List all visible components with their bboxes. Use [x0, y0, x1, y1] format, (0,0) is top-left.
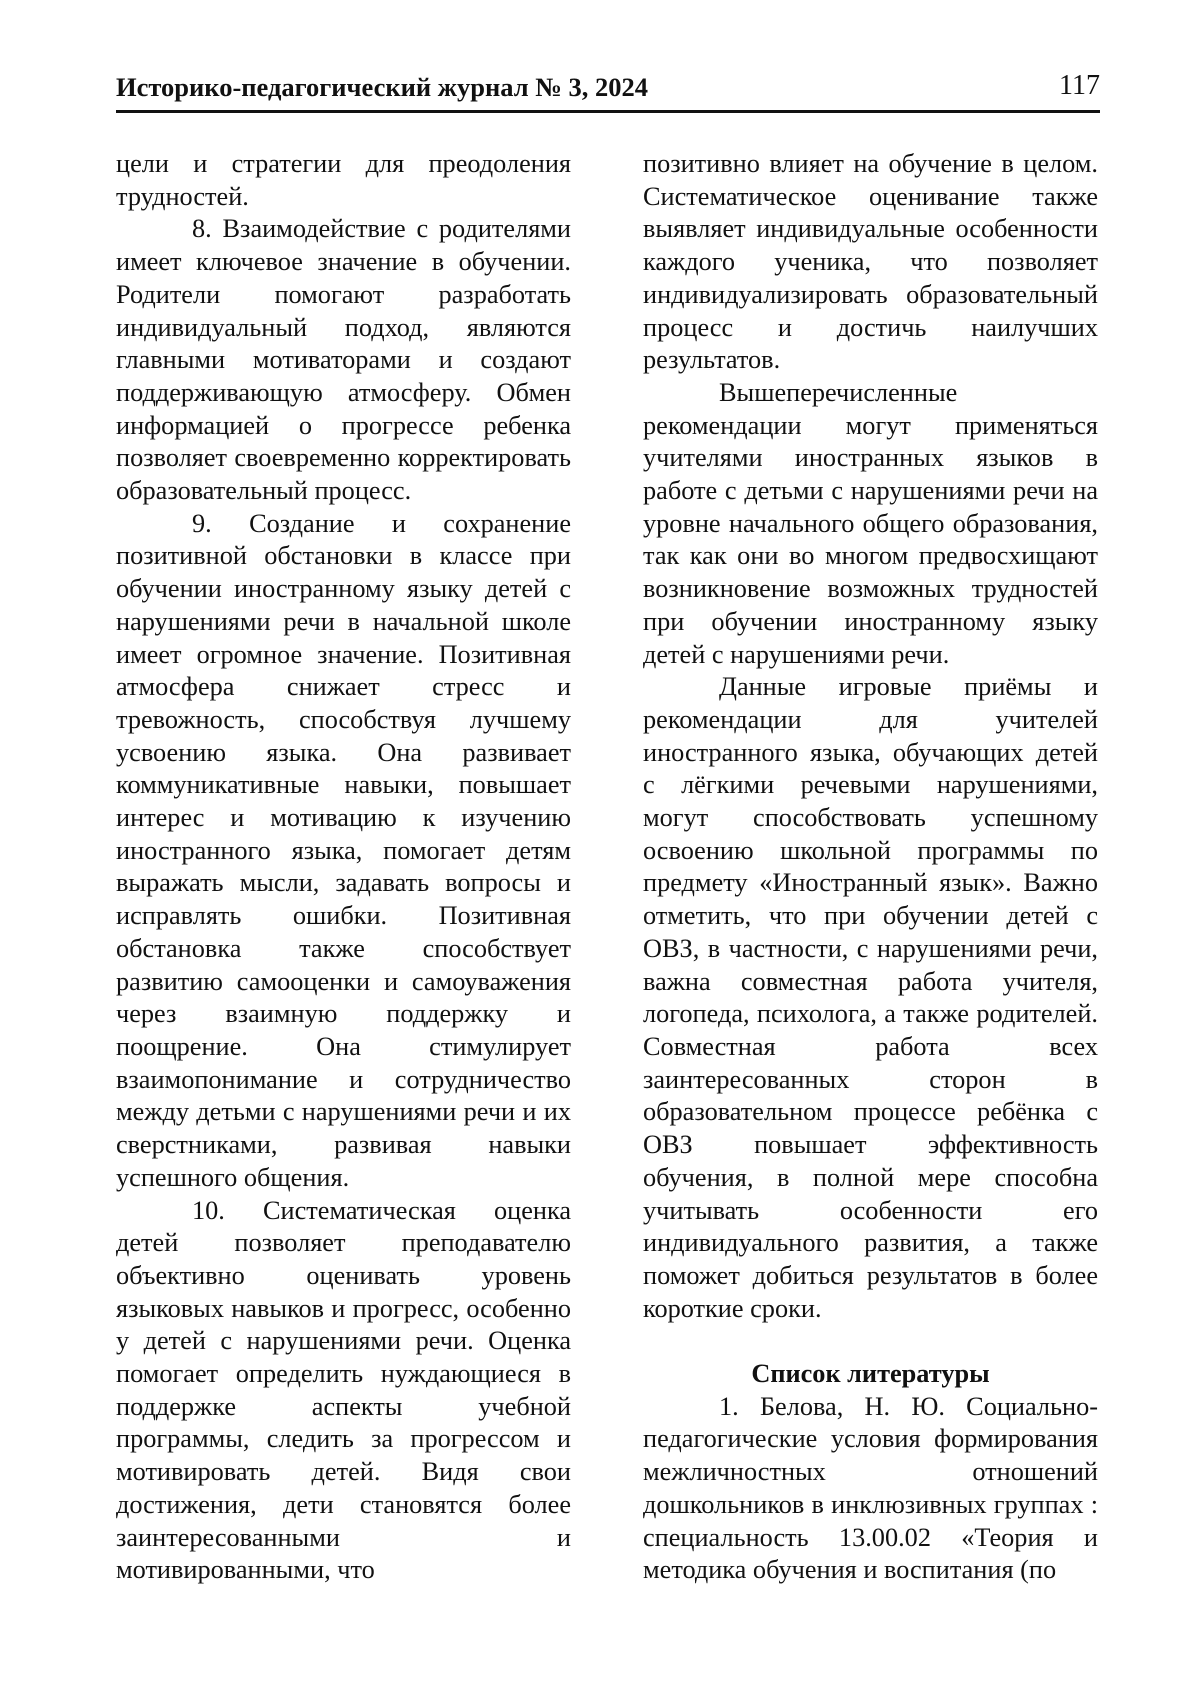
paragraph-continuation-right: позитивно влияет на обучение в целом. Систематическое оценивание также выявляет индивидуальные особенности каждого ученика, что позволяет индивидуализировать образовательный процесс и достичь наилучших результатов.	[643, 149, 1098, 375]
paragraph-item-9: 9. Создание и сохранение позитивной обстановки в классе при обучении иностранному языку детей с нарушениями речи в начальной школе имеет огромное значение. Позитивная атмосфера снижает стресс и тревожность, способствуя лучшему усвоению языка. Она развивает коммуникативные навыки, повышает интерес и мотивацию к изучению иностранного языка, помогает детям выражать мысли, задавать вопросы и исправлять ошибки. Позитивная обстановка также способствует развитию самооценки и самоуважения через взаимную поддержку и поощрение. Она стимулирует взаимопонимание и сотрудничество между детьми с нарушениями речи и их сверстниками, развивая навыки успешного общения.	[116, 508, 571, 1192]
page-number: 117	[1059, 70, 1100, 101]
paragraph-recommendations: Вышеперечисленные рекомендации могут применяться учителями иностранных языков в работе с детьми с нарушениями речи на уровне начального общего образования, так как они во многом предвосхищают возникновение возможных трудностей при обучении иностранному языку детей с нарушениями речи.	[643, 377, 1098, 669]
paragraph-continuation: цели и стратегии для преодоления трудностей.	[116, 149, 571, 211]
reference-item-1: 1. Белова, Н. Ю. Социально-педагогические условия формирования межличностных отношений дошкольников в инклюзивных группах : специальность 13.00.02 «Теория и методика обучения и воспитания (по	[643, 1391, 1098, 1585]
journal-title: Историко-педагогический журнал № 3, 2024	[116, 72, 648, 102]
references-heading: Список литературы	[751, 1359, 990, 1388]
right-column	[643, 148, 1098, 1587]
paragraph-item-10: 10. Систематическая оценка детей позволяет преподавателю объективно оценивать уровень языковых навыков и прогресс, особенно у детей с нарушениями речи. Оценка помогает определить нуждающиеся в поддержке аспекты учебной программы, следить за прогрессом и мотивировать детей. Видя свои достижения, дети становятся более заинтересованными и мотивированными, что	[116, 1195, 571, 1585]
paragraph-conclusion: Данные игровые приёмы и рекомендации для учителей иностранного языка, обучающих детей с лёгкими речевыми нарушениями, могут способствовать успешному освоению школьной программы по предмету «Иностранный язык». Важно отметить, что при обучении детей с ОВЗ, в частности, с нарушениями речи, важна совместная работа учителя, логопеда, психолога, а также родителей. Совместная работа всех заинтересованных сторон в образовательном процессе ребёнка с ОВЗ повышает эффективность обучения, в полной мере способна учитывать особенности его индивидуального развития, а также поможет добиться результатов в более короткие сроки.	[643, 672, 1098, 1323]
left-column	[116, 148, 571, 1587]
running-header	[116, 72, 1100, 113]
paragraph-item-8: 8. Взаимодействие с родителями имеет ключевое значение в обучении. Родители помогают разработать индивидуальный подход, являются главными мотиваторами и создают поддерживающую атмосферу. Обмен информацией о прогрессе ребенка позволяет своевременно корректировать образовательный процесс.	[116, 214, 571, 506]
